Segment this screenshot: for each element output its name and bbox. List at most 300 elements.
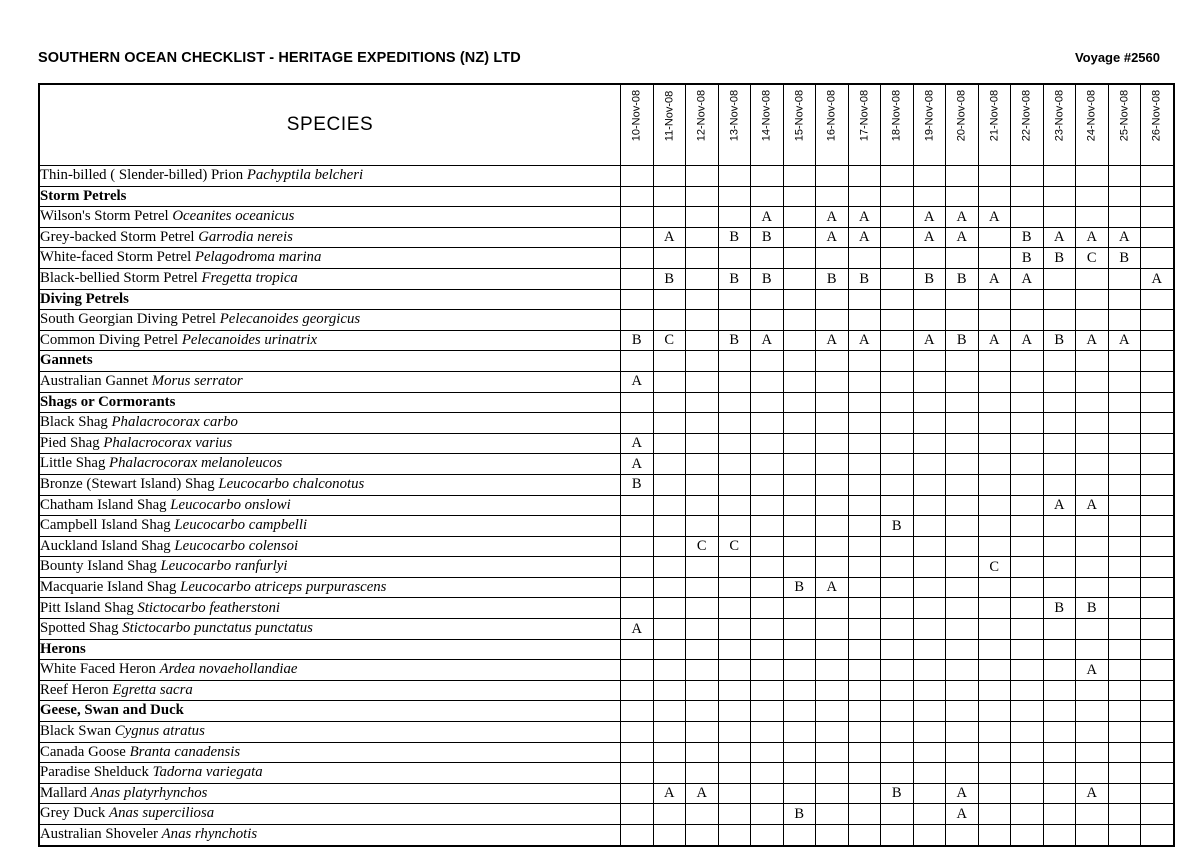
sighting-cell[interactable]: A [1076,227,1109,248]
sighting-cell[interactable] [1076,268,1109,289]
sighting-cell[interactable] [848,248,881,269]
sighting-cell[interactable] [1108,701,1141,722]
sighting-cell[interactable] [848,351,881,372]
sighting-cell[interactable] [848,577,881,598]
sighting-cell[interactable] [913,289,946,310]
sighting-cell[interactable] [848,680,881,701]
sighting-cell[interactable] [881,598,914,619]
sighting-cell[interactable] [751,413,784,434]
sighting-cell[interactable] [913,371,946,392]
sighting-cell[interactable] [848,536,881,557]
sighting-cell[interactable] [1141,166,1174,187]
sighting-cell[interactable] [621,825,654,846]
sighting-cell[interactable] [946,310,979,331]
sighting-cell[interactable] [653,536,686,557]
sighting-cell[interactable] [1108,577,1141,598]
sighting-cell[interactable] [1076,701,1109,722]
sighting-cell[interactable] [1011,680,1044,701]
sighting-cell[interactable] [718,248,751,269]
sighting-cell[interactable] [1043,371,1076,392]
sighting-cell[interactable] [913,722,946,743]
sighting-cell[interactable] [686,516,719,537]
sighting-cell[interactable] [946,660,979,681]
sighting-cell[interactable] [913,557,946,578]
sighting-cell[interactable] [1108,351,1141,372]
sighting-cell[interactable] [1141,207,1174,228]
sighting-cell[interactable] [1108,474,1141,495]
sighting-cell[interactable] [1076,474,1109,495]
sighting-cell[interactable] [1141,577,1174,598]
sighting-cell[interactable] [1043,392,1076,413]
sighting-cell[interactable] [686,289,719,310]
sighting-cell[interactable] [816,351,849,372]
sighting-cell[interactable] [718,166,751,187]
sighting-cell[interactable] [751,763,784,784]
sighting-cell[interactable] [978,474,1011,495]
sighting-cell[interactable]: A [1076,660,1109,681]
sighting-cell[interactable]: C [978,557,1011,578]
sighting-cell[interactable] [783,722,816,743]
sighting-cell[interactable] [848,660,881,681]
sighting-cell[interactable] [621,742,654,763]
sighting-cell[interactable] [751,825,784,846]
sighting-cell[interactable] [946,722,979,743]
sighting-cell[interactable] [783,557,816,578]
sighting-cell[interactable]: C [718,536,751,557]
sighting-cell[interactable] [1076,804,1109,825]
sighting-cell[interactable] [881,186,914,207]
sighting-cell[interactable] [718,598,751,619]
sighting-cell[interactable] [653,454,686,475]
sighting-cell[interactable] [653,310,686,331]
sighting-cell[interactable]: B [783,577,816,598]
sighting-cell[interactable]: B [1076,598,1109,619]
sighting-cell[interactable] [881,330,914,351]
sighting-cell[interactable] [1076,289,1109,310]
sighting-cell[interactable] [1043,701,1076,722]
sighting-cell[interactable] [686,474,719,495]
sighting-cell[interactable] [751,577,784,598]
sighting-cell[interactable] [881,660,914,681]
sighting-cell[interactable] [686,166,719,187]
sighting-cell[interactable] [978,371,1011,392]
sighting-cell[interactable]: C [686,536,719,557]
sighting-cell[interactable] [978,536,1011,557]
sighting-cell[interactable]: A [621,454,654,475]
sighting-cell[interactable]: A [946,783,979,804]
sighting-cell[interactable]: A [978,207,1011,228]
sighting-cell[interactable] [718,371,751,392]
sighting-cell[interactable] [686,825,719,846]
sighting-cell[interactable] [783,660,816,681]
sighting-cell[interactable] [751,433,784,454]
sighting-cell[interactable] [783,351,816,372]
sighting-cell[interactable] [1043,742,1076,763]
sighting-cell[interactable] [621,516,654,537]
sighting-cell[interactable] [848,825,881,846]
sighting-cell[interactable] [978,804,1011,825]
sighting-cell[interactable] [1043,783,1076,804]
sighting-cell[interactable] [913,763,946,784]
sighting-cell[interactable] [783,495,816,516]
sighting-cell[interactable] [653,248,686,269]
sighting-cell[interactable] [881,289,914,310]
sighting-cell[interactable]: B [1011,248,1044,269]
sighting-cell[interactable] [816,557,849,578]
sighting-cell[interactable] [718,557,751,578]
sighting-cell[interactable] [718,680,751,701]
sighting-cell[interactable] [946,639,979,660]
sighting-cell[interactable]: A [621,619,654,640]
sighting-cell[interactable] [718,783,751,804]
sighting-cell[interactable] [848,783,881,804]
sighting-cell[interactable] [1011,495,1044,516]
sighting-cell[interactable] [718,413,751,434]
sighting-cell[interactable] [1011,166,1044,187]
sighting-cell[interactable] [946,742,979,763]
sighting-cell[interactable]: B [1043,248,1076,269]
sighting-cell[interactable] [1141,413,1174,434]
sighting-cell[interactable] [978,742,1011,763]
sighting-cell[interactable] [1141,227,1174,248]
sighting-cell[interactable] [1076,619,1109,640]
sighting-cell[interactable] [751,186,784,207]
sighting-cell[interactable] [1108,433,1141,454]
sighting-cell[interactable] [1141,783,1174,804]
sighting-cell[interactable]: B [848,268,881,289]
sighting-cell[interactable]: B [751,268,784,289]
sighting-cell[interactable] [946,680,979,701]
sighting-cell[interactable] [816,660,849,681]
sighting-cell[interactable] [848,371,881,392]
sighting-cell[interactable] [881,825,914,846]
sighting-cell[interactable] [848,516,881,537]
sighting-cell[interactable] [686,392,719,413]
sighting-cell[interactable] [881,577,914,598]
sighting-cell[interactable] [881,207,914,228]
sighting-cell[interactable] [751,166,784,187]
sighting-cell[interactable] [718,495,751,516]
sighting-cell[interactable]: A [1108,227,1141,248]
sighting-cell[interactable] [1076,516,1109,537]
sighting-cell[interactable] [1141,474,1174,495]
sighting-cell[interactable] [783,454,816,475]
sighting-cell[interactable]: B [913,268,946,289]
sighting-cell[interactable] [1011,454,1044,475]
sighting-cell[interactable] [881,268,914,289]
sighting-cell[interactable] [751,619,784,640]
sighting-cell[interactable] [783,227,816,248]
sighting-cell[interactable] [1043,577,1076,598]
sighting-cell[interactable] [718,392,751,413]
sighting-cell[interactable] [686,639,719,660]
sighting-cell[interactable] [783,413,816,434]
sighting-cell[interactable] [621,413,654,434]
sighting-cell[interactable] [1076,825,1109,846]
sighting-cell[interactable] [881,413,914,434]
sighting-cell[interactable] [751,701,784,722]
sighting-cell[interactable] [1141,722,1174,743]
sighting-cell[interactable] [978,248,1011,269]
sighting-cell[interactable] [783,248,816,269]
sighting-cell[interactable] [1043,351,1076,372]
sighting-cell[interactable] [718,763,751,784]
sighting-cell[interactable] [621,248,654,269]
sighting-cell[interactable] [913,598,946,619]
sighting-cell[interactable] [848,310,881,331]
sighting-cell[interactable]: C [653,330,686,351]
sighting-cell[interactable] [816,598,849,619]
sighting-cell[interactable] [783,825,816,846]
sighting-cell[interactable] [621,680,654,701]
sighting-cell[interactable]: A [848,207,881,228]
sighting-cell[interactable] [1108,371,1141,392]
sighting-cell[interactable] [978,783,1011,804]
sighting-cell[interactable] [913,701,946,722]
sighting-cell[interactable] [621,783,654,804]
sighting-cell[interactable] [653,660,686,681]
sighting-cell[interactable] [946,166,979,187]
sighting-cell[interactable] [816,536,849,557]
sighting-cell[interactable] [1141,701,1174,722]
sighting-cell[interactable] [1011,186,1044,207]
sighting-cell[interactable] [881,804,914,825]
sighting-cell[interactable] [946,598,979,619]
sighting-cell[interactable] [621,268,654,289]
sighting-cell[interactable] [1043,660,1076,681]
sighting-cell[interactable] [653,207,686,228]
sighting-cell[interactable] [978,639,1011,660]
sighting-cell[interactable] [1043,474,1076,495]
sighting-cell[interactable] [751,557,784,578]
sighting-cell[interactable] [718,722,751,743]
sighting-cell[interactable]: B [718,268,751,289]
sighting-cell[interactable] [783,536,816,557]
sighting-cell[interactable] [848,392,881,413]
sighting-cell[interactable] [978,351,1011,372]
sighting-cell[interactable] [978,763,1011,784]
sighting-cell[interactable] [1043,825,1076,846]
sighting-cell[interactable] [686,186,719,207]
sighting-cell[interactable] [653,680,686,701]
sighting-cell[interactable] [881,763,914,784]
sighting-cell[interactable] [1141,536,1174,557]
sighting-cell[interactable] [816,186,849,207]
sighting-cell[interactable]: B [1011,227,1044,248]
sighting-cell[interactable] [653,371,686,392]
sighting-cell[interactable] [978,433,1011,454]
sighting-cell[interactable] [1108,536,1141,557]
sighting-cell[interactable]: B [621,474,654,495]
sighting-cell[interactable] [978,454,1011,475]
sighting-cell[interactable] [1076,186,1109,207]
sighting-cell[interactable] [848,433,881,454]
sighting-cell[interactable] [653,186,686,207]
sighting-cell[interactable] [816,248,849,269]
sighting-cell[interactable] [913,351,946,372]
sighting-cell[interactable] [881,639,914,660]
sighting-cell[interactable] [1011,722,1044,743]
sighting-cell[interactable] [1076,742,1109,763]
sighting-cell[interactable] [1141,825,1174,846]
sighting-cell[interactable] [816,166,849,187]
sighting-cell[interactable] [686,680,719,701]
sighting-cell[interactable] [751,639,784,660]
sighting-cell[interactable] [816,680,849,701]
sighting-cell[interactable] [978,310,1011,331]
sighting-cell[interactable] [946,763,979,784]
sighting-cell[interactable] [686,598,719,619]
sighting-cell[interactable] [621,392,654,413]
sighting-cell[interactable] [653,433,686,454]
sighting-cell[interactable] [913,433,946,454]
sighting-cell[interactable] [1043,722,1076,743]
sighting-cell[interactable] [881,701,914,722]
sighting-cell[interactable] [783,680,816,701]
sighting-cell[interactable]: A [621,433,654,454]
sighting-cell[interactable] [1141,742,1174,763]
sighting-cell[interactable] [1043,516,1076,537]
sighting-cell[interactable] [1043,433,1076,454]
sighting-cell[interactable] [621,536,654,557]
sighting-cell[interactable] [946,474,979,495]
sighting-cell[interactable] [946,536,979,557]
sighting-cell[interactable]: A [848,330,881,351]
sighting-cell[interactable] [848,619,881,640]
sighting-cell[interactable] [783,598,816,619]
sighting-cell[interactable]: A [848,227,881,248]
sighting-cell[interactable] [1141,804,1174,825]
sighting-cell[interactable] [1108,742,1141,763]
sighting-cell[interactable]: B [946,330,979,351]
sighting-cell[interactable] [621,598,654,619]
sighting-cell[interactable] [783,619,816,640]
sighting-cell[interactable] [653,825,686,846]
sighting-cell[interactable] [946,248,979,269]
sighting-cell[interactable] [718,639,751,660]
sighting-cell[interactable] [1076,392,1109,413]
sighting-cell[interactable]: B [1043,598,1076,619]
sighting-cell[interactable] [718,660,751,681]
sighting-cell[interactable] [751,454,784,475]
sighting-cell[interactable] [1043,619,1076,640]
sighting-cell[interactable] [881,536,914,557]
sighting-cell[interactable] [751,495,784,516]
sighting-cell[interactable] [1076,207,1109,228]
sighting-cell[interactable] [751,742,784,763]
sighting-cell[interactable] [783,516,816,537]
sighting-cell[interactable] [653,577,686,598]
sighting-cell[interactable] [881,722,914,743]
sighting-cell[interactable] [718,577,751,598]
sighting-cell[interactable] [1011,742,1044,763]
sighting-cell[interactable] [1141,557,1174,578]
sighting-cell[interactable] [718,701,751,722]
sighting-cell[interactable]: B [718,330,751,351]
sighting-cell[interactable] [881,454,914,475]
sighting-cell[interactable] [913,413,946,434]
sighting-cell[interactable]: A [653,783,686,804]
sighting-cell[interactable] [848,763,881,784]
sighting-cell[interactable] [783,371,816,392]
sighting-cell[interactable] [1011,763,1044,784]
sighting-cell[interactable] [978,186,1011,207]
sighting-cell[interactable] [816,516,849,537]
sighting-cell[interactable] [816,413,849,434]
sighting-cell[interactable] [978,598,1011,619]
sighting-cell[interactable] [621,722,654,743]
sighting-cell[interactable] [621,660,654,681]
sighting-cell[interactable] [816,804,849,825]
sighting-cell[interactable] [848,557,881,578]
sighting-cell[interactable] [1043,268,1076,289]
sighting-cell[interactable] [1141,371,1174,392]
sighting-cell[interactable]: A [913,207,946,228]
sighting-cell[interactable] [621,701,654,722]
sighting-cell[interactable] [1141,433,1174,454]
sighting-cell[interactable] [946,413,979,434]
sighting-cell[interactable] [751,310,784,331]
sighting-cell[interactable] [816,310,849,331]
sighting-cell[interactable] [653,289,686,310]
sighting-cell[interactable]: B [881,516,914,537]
sighting-cell[interactable]: A [946,227,979,248]
sighting-cell[interactable] [621,186,654,207]
sighting-cell[interactable] [783,763,816,784]
sighting-cell[interactable] [1141,310,1174,331]
sighting-cell[interactable] [1011,577,1044,598]
sighting-cell[interactable] [751,536,784,557]
sighting-cell[interactable] [946,577,979,598]
sighting-cell[interactable] [1011,783,1044,804]
sighting-cell[interactable] [978,680,1011,701]
sighting-cell[interactable] [1076,351,1109,372]
sighting-cell[interactable] [1108,289,1141,310]
sighting-cell[interactable]: B [751,227,784,248]
sighting-cell[interactable] [1108,454,1141,475]
sighting-cell[interactable]: A [978,330,1011,351]
sighting-cell[interactable] [1011,207,1044,228]
sighting-cell[interactable] [1011,598,1044,619]
sighting-cell[interactable] [848,722,881,743]
sighting-cell[interactable] [1011,825,1044,846]
sighting-cell[interactable] [881,742,914,763]
sighting-cell[interactable] [816,619,849,640]
sighting-cell[interactable] [686,227,719,248]
sighting-cell[interactable] [783,289,816,310]
sighting-cell[interactable] [848,639,881,660]
sighting-cell[interactable] [881,392,914,413]
sighting-cell[interactable] [913,825,946,846]
sighting-cell[interactable] [653,763,686,784]
sighting-cell[interactable] [816,392,849,413]
sighting-cell[interactable] [1011,351,1044,372]
sighting-cell[interactable] [848,598,881,619]
sighting-cell[interactable] [978,825,1011,846]
sighting-cell[interactable] [913,516,946,537]
sighting-cell[interactable] [718,310,751,331]
sighting-cell[interactable] [1043,454,1076,475]
sighting-cell[interactable] [1141,289,1174,310]
sighting-cell[interactable] [946,701,979,722]
sighting-cell[interactable] [1108,186,1141,207]
sighting-cell[interactable] [621,763,654,784]
sighting-cell[interactable] [1076,536,1109,557]
sighting-cell[interactable] [1043,804,1076,825]
sighting-cell[interactable] [653,557,686,578]
sighting-cell[interactable] [653,619,686,640]
sighting-cell[interactable] [1108,207,1141,228]
